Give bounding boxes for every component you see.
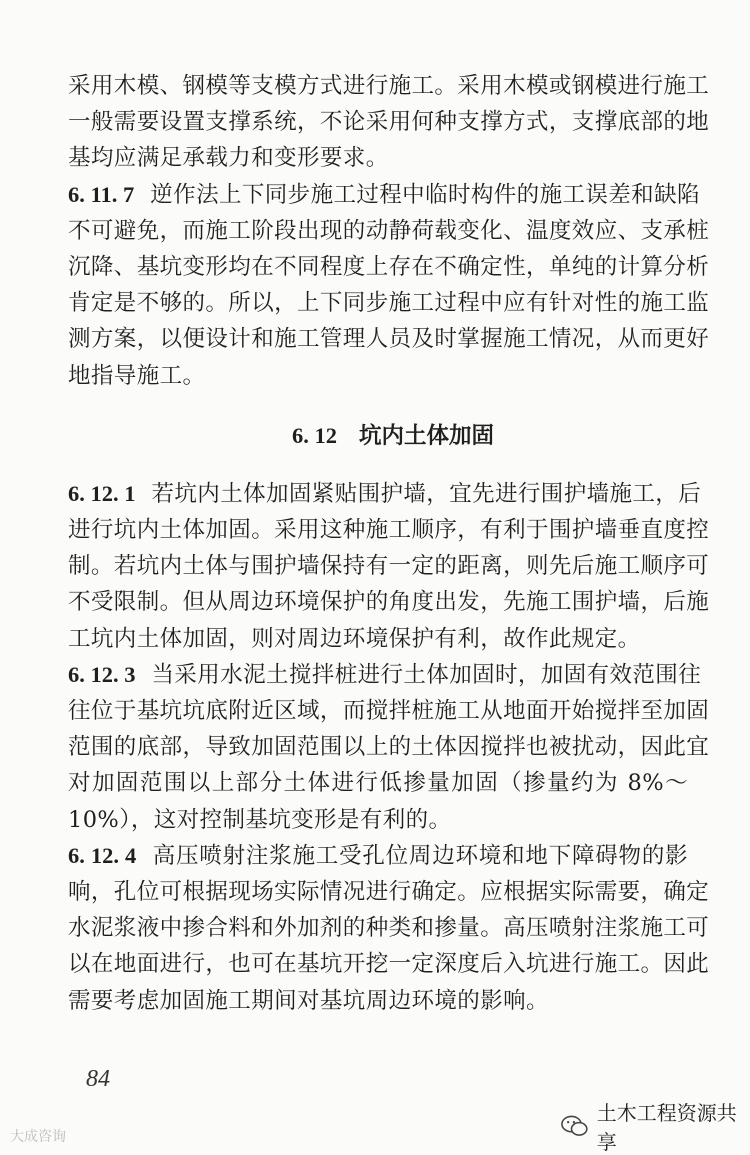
text-line [68,285,710,321]
wechat-icon [560,1114,589,1138]
section-title: 坑内土体加固 [358,422,494,449]
line-text: 逆作法上下同步施工过程中临时构件的施工误差和缺陷 [150,181,700,208]
clause-number: 6. 11. 7 [68,181,135,207]
watermark-left: 大成咨询 [10,1129,66,1145]
text-line [68,729,710,765]
line-text: 不可避免，而施工阶段出现的动静荷载变化、温度效应、支承桩 [68,217,710,244]
line-text: 地指导施工。 [68,362,206,389]
line-text: 响，孔位可根据现场实际情况进行确定。应根据实际需要，确定 [68,879,710,906]
text-line [68,983,688,1019]
line-text: 基均应满足承载力和变形要求。 [68,145,389,172]
paragraph [68,177,710,394]
text-line [68,802,688,838]
text-line [68,104,710,140]
line-text: 制。若坑内土体与围护墙保持有一定的距离，则先后施工顺序可 [68,553,710,580]
paragraph-group-upper [68,68,710,394]
line-text: 工坑内土体加固，则对周边环境保护有利，故作此规定。 [68,625,641,652]
watermark-right [560,1097,750,1155]
text-line [68,68,710,104]
text-line [68,946,710,982]
line-text: 不受限制。但从周边环境保护的角度出发，先施工围护墙，后施 [68,589,710,616]
text-line [68,657,702,693]
text-line [68,621,688,657]
paragraph [68,68,710,177]
paragraph [68,838,710,1019]
text-line [68,693,710,729]
text-line [68,140,688,176]
document-body [68,68,710,1019]
text-line [68,321,710,357]
text-line [68,213,710,249]
line-text: 往位于基坑坑底附近区域，而搅拌桩施工从地面开始搅拌至加固 [68,698,710,725]
line-text: 肯定是不够的。所以，上下同步施工过程中应有针对性的施工监 [68,290,710,317]
text-line [68,584,710,620]
text-line [68,874,710,910]
text-line [68,838,688,874]
page-number: 84 [86,1066,110,1092]
line-text: 采用木模、钢模等支模方式进行施工。采用木模或钢模进行施工 [68,73,710,99]
line-text: 一般需要设置支撑系统，不论采用何种支撑方式，支撑底部的地 [68,109,710,136]
paragraph-group-lower [68,476,710,1019]
paragraph [68,476,710,657]
watermark-right-text: 土木工程资源共享 [596,1101,737,1154]
text-line [68,910,710,946]
line-text: 10%），这对控制基坑变形是有利的。 [68,806,452,833]
text-line [68,512,710,548]
line-text: 以在地面进行，也可在基坑开挖一定深度后入坑进行施工。因此 [68,951,710,978]
text-line [68,249,710,285]
line-text: 高压喷射注浆施工受孔位周边环境和地下障碍物的影 [152,842,689,869]
paragraph [68,657,710,838]
text-line [68,765,688,801]
line-text: 对加固范围以上部分土体进行低掺量加固（掺量约为 8%～ [68,770,688,797]
line-text: 需要考虑加固施工期间对基坑周边环境的影响。 [68,987,549,1014]
text-line [68,358,688,394]
line-text: 测方案，以便设计和施工管理人员及时掌握施工情况，从而更好 [68,326,710,353]
clause-number: 6. 12. 4 [68,842,137,868]
line-text: 范围的底部，导致加固范围以上的土体因搅拌也被扰动，因此宜 [68,734,710,761]
section-number: 6. 12 [291,422,337,448]
line-text: 进行坑内土体加固。采用这种施工顺序，有利于围护墙垂直度控 [68,517,710,544]
text-line [68,476,702,512]
clause-number: 6. 12. 1 [68,480,136,506]
clause-number: 6. 12. 3 [68,661,136,687]
line-text: 当采用水泥土搅拌桩进行土体加固时，加固有效范围往 [151,661,702,688]
text-line [68,177,700,213]
line-text: 水泥浆液中掺合料和外加剂的种类和掺量。高压喷射注浆施工可 [68,915,710,942]
section-heading [68,416,688,456]
line-text: 若坑内土体加固紧贴围护墙，宜先进行围护墙施工，后 [151,480,702,507]
text-line [68,548,710,584]
line-text: 沉降、基坑变形均在不同程度上存在不确定性，单纯的计算分析 [68,254,710,281]
